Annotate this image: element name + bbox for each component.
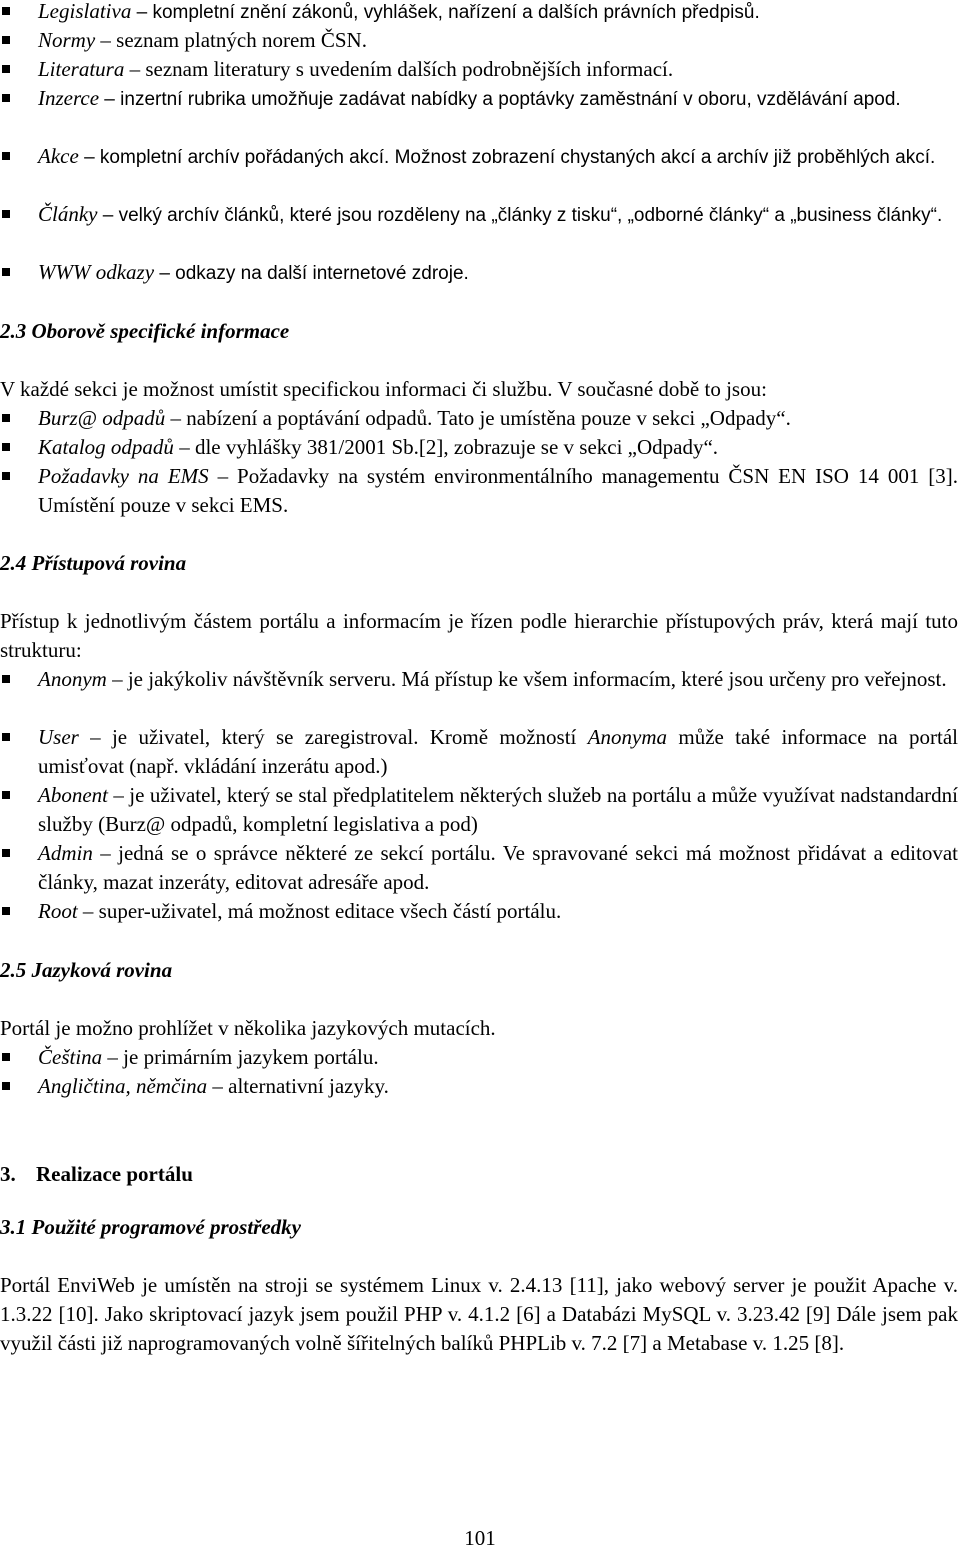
list-item-clanky: Články – velký archív článků, které jsou rozděleny na „články z tisku“, „odborné články“ a „business články“. (0, 200, 958, 230)
square-bullet-icon (2, 414, 10, 422)
list-item-user: User – je uživatel, který se zaregistroval. Kromě možností Anonyma může také informace na portál umisťovat (např. vkládání inzerátu apod.) (0, 723, 958, 781)
list-item-root: Root – super-uživatel, má možnost editace všech částí portálu. (0, 897, 958, 926)
section-heading-2-4: 2.4 Přístupová rovina (0, 551, 187, 575)
square-bullet-icon (2, 791, 10, 799)
square-bullet-icon (2, 268, 10, 276)
list-item-anonym: Anonym – je jakýkoliv návštěvník serveru. Má přístup ke všem informacím, které jsou určeny pro veřejnost. (0, 665, 958, 694)
section-heading-2-5: 2.5 Jazyková rovina (0, 958, 173, 982)
square-bullet-icon (2, 152, 10, 160)
list-item-cestina: Čeština – je primárním jazykem portálu. (0, 1043, 958, 1072)
page-number: 101 (464, 1526, 496, 1550)
square-bullet-icon (2, 210, 10, 218)
list-item-literatura: Literatura – seznam literatury s uvedením dalších podrobnějších informací. (0, 55, 958, 84)
list-item-akce: Akce – kompletní archív pořádaných akcí. Možnost zobrazení chystaných akcí a archív již proběhlých akcí. (0, 142, 958, 172)
list-item-normy: Normy – seznam platných norem ČSN. (0, 26, 958, 55)
list-item-burza-odpadu: Burz@ odpadů – nabízení a poptávání odpadů. Tato je umístěna pouze v sekci „Odpady“. (0, 404, 958, 433)
section-2-4-intro: Přístup k jednotlivým částem portálu a informacím je řízen podle hierarchie přístupových práv, která mají tuto strukturu: (0, 609, 958, 662)
square-bullet-icon (2, 443, 10, 451)
square-bullet-icon (2, 907, 10, 915)
square-bullet-icon (2, 94, 10, 102)
square-bullet-icon (2, 7, 10, 15)
square-bullet-icon (2, 36, 10, 44)
square-bullet-icon (2, 65, 10, 73)
list-item-abonent: Abonent – je uživatel, který se stal předplatitelem některých služeb na portálu a může využívat nadstandardní služby (Burz@ odpadů, kompletní legislativa a pod) (0, 781, 958, 839)
square-bullet-icon (2, 849, 10, 857)
square-bullet-icon (2, 733, 10, 741)
square-bullet-icon (2, 675, 10, 683)
list-item-inzerce: Inzerce – inzertní rubrika umožňuje zadávat nabídky a poptávky zaměstnání v oboru, vzdělávání apod. (0, 84, 958, 114)
chapter-heading-3: 3. Realizace portálu (0, 1162, 193, 1186)
section-2-3-intro: V každé sekci je možnost umístit specifickou informaci či službu. V současné době to jsou: (0, 377, 767, 401)
square-bullet-icon (2, 472, 10, 480)
list-item-katalog-odpadu: Katalog odpadů – dle vyhlášky 381/2001 Sb.[2], zobrazuje se v sekci „Odpady“. (0, 433, 958, 462)
list-item-anglictina-nemcina: Angličtina, němčina – alternativní jazyky. (0, 1072, 958, 1101)
section-heading-2-3: 2.3 Oborově specifické informace (0, 319, 290, 343)
list-item-legislativa: Legislativa – kompletní znění zákonů, vyhlášek, nařízení a dalších právních předpisů. (0, 0, 958, 27)
list-item-www-odkazy: WWW odkazy – odkazy na další internetové zdroje. (0, 258, 958, 288)
section-3-1-body: Portál EnviWeb je umístěn na stroji se systémem Linux v. 2.4.13 [11], jako webový server je použit Apache v. 1.3.22 [10]. Jako skriptovací jazyk jsem použil PHP v. 4.1.2 [6] a Databázi MySQL v. 3.23.42 [9] Dále jsem pak využil části již naprogramovaných volně šířitelných balíků PHPLib v. 7.2 [7] a Metabase v. 1.25 [8]. (0, 1273, 958, 1355)
square-bullet-icon (2, 1053, 10, 1061)
square-bullet-icon (2, 1082, 10, 1090)
list-item-pozadavky-ems: Požadavky na EMS – Požadavky na systém environmentálního managementu ČSN EN ISO 14 001 [3]. Umístění pouze v sekci EMS. (0, 462, 958, 520)
list-item-admin: Admin – jedná se o správce některé ze sekcí portálu. Ve spravované sekci má možnost přidávat a editovat články, mazat inzeráty, editovat adresáře apod. (0, 839, 958, 897)
section-2-5-intro: Portál je možno prohlížet v několika jazykových mutacích. (0, 1016, 496, 1040)
section-heading-3-1: 3.1 Použité programové prostředky (0, 1215, 301, 1239)
